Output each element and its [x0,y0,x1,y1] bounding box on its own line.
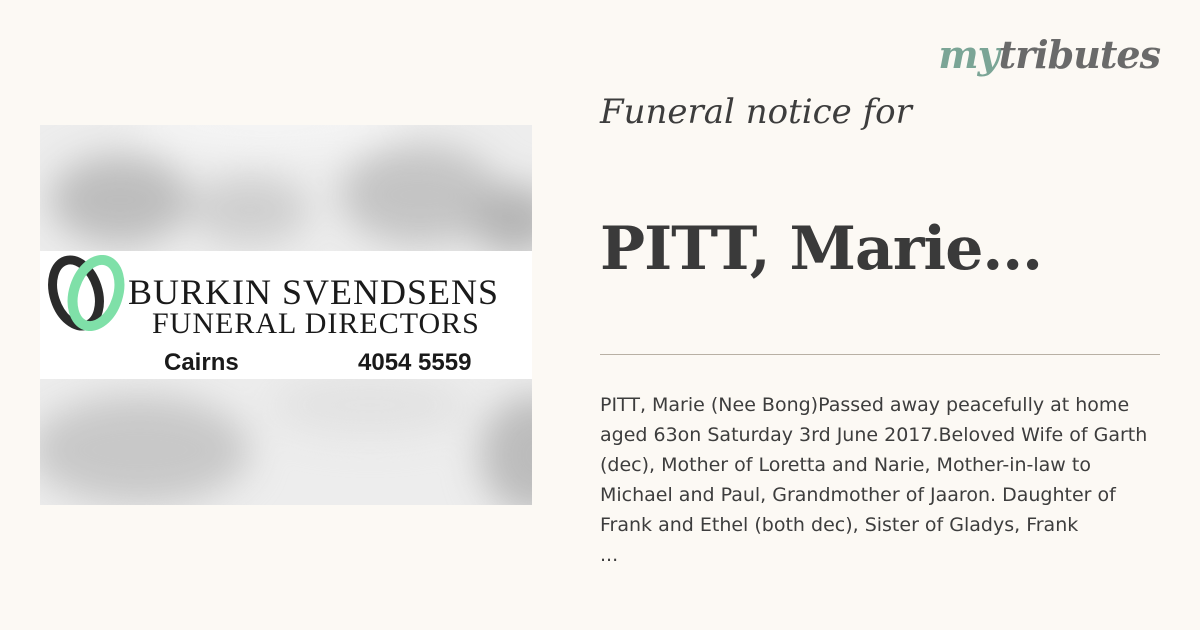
company-name: BURKIN SVENDSENS [128,272,500,312]
ring-logo-icon [46,255,136,331]
company-phone: 4054 5559 [358,349,472,376]
funeral-director-image [40,125,532,505]
brand-part-b: tributes [998,32,1160,77]
notice-label: Funeral notice for [600,92,912,132]
brand-part-a: my [938,32,999,77]
company-banner [40,251,532,379]
mytributes-logo[interactable] [938,32,1160,77]
divider [600,354,1160,355]
company-city: Cairns [164,349,239,376]
deceased-name[interactable]: PITT, Marie... [600,214,1043,284]
notice-excerpt: PITT, Marie (Nee Bong)Passed away peacefully at home aged 63on Saturday 3rd June 2017.Beloved Wife of Garth (dec), Mother of Loretta and Narie, Mother-in-law to Michael and Paul, Grandmother of Jaaron. Daughter of Frank and Ethel (both dec), Sister of Gladys, Frank ... [600,394,1148,566]
company-subtitle: FUNERAL DIRECTORS [152,307,480,340]
